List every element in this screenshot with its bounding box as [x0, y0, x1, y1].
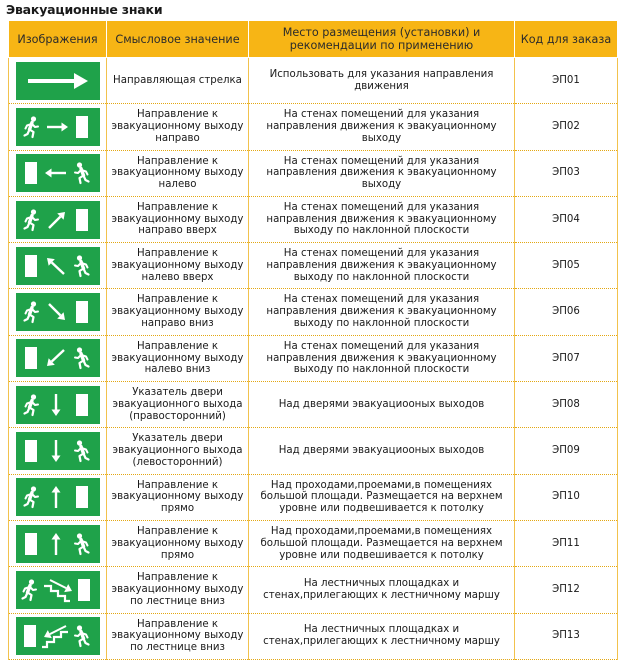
table-row [9, 289, 618, 335]
table-row [9, 104, 618, 150]
order-code-cell: ЭП08 [515, 382, 618, 428]
table-row [9, 335, 618, 381]
table-row [9, 474, 618, 520]
sign-image-cell [9, 243, 107, 289]
stairs-down-left-icon [16, 617, 100, 655]
sign-placement-cell: Над проходами,проемами,в помещениях большой площади. Размещается на верхнем уровне или подвешивается к потолку [249, 474, 515, 520]
order-code-cell: ЭП09 [515, 428, 618, 474]
column-header-placement: Место размещения (установки) и рекомендации по применению [249, 20, 515, 58]
sign-placement-cell: На стенах помещений для указания направления движения к эвакуационному выходу по наклонной плоскости [249, 243, 515, 289]
sign-image-cell [9, 196, 107, 242]
order-code-cell: ЭП13 [515, 613, 618, 659]
sign-placement-cell: На лестничных площадках и стенах,прилегающих к лестничному маршу [249, 567, 515, 613]
exit-straight-right-icon [16, 478, 100, 516]
table-row [9, 520, 618, 566]
exit-right-icon [16, 108, 100, 146]
column-header-code: Код для заказа [515, 20, 618, 58]
sign-image-cell [9, 382, 107, 428]
table-row [9, 58, 618, 104]
table-row [9, 428, 618, 474]
sign-image-cell [9, 104, 107, 150]
sign-meaning-cell: Направление к эвакуационному выходу направо вниз [107, 289, 249, 335]
exit-right-up-icon [16, 201, 100, 239]
column-header-meaning: Смысловое значение [107, 20, 249, 58]
sign-image-cell [9, 428, 107, 474]
sign-meaning-cell: Направление к эвакуационному выходу направо вверх [107, 196, 249, 242]
column-header-images: Изображения [9, 20, 107, 58]
table-row [9, 150, 618, 196]
sign-placement-cell: Использовать для указания направления движения [249, 58, 515, 104]
sign-meaning-cell: Указатель двери эвакуационного выхода (левосторонний) [107, 428, 249, 474]
stairs-down-right-icon [16, 571, 100, 609]
sign-placement-cell: На стенах помещений для указания направления движения к эвакуационному выходу по наклонной плоскости [249, 335, 515, 381]
sign-meaning-cell: Указатель двери эвакуационного выхода (правосторонний) [107, 382, 249, 428]
table-row [9, 567, 618, 613]
sign-meaning-cell: Направление к эвакуационному выходу налево вниз [107, 335, 249, 381]
exit-door-right-icon [16, 386, 100, 424]
exit-left-icon [16, 154, 100, 192]
sign-meaning-cell: Направление к эвакуационному выходу прямо [107, 474, 249, 520]
order-code-cell: ЭП12 [515, 567, 618, 613]
sign-placement-cell: Над проходами,проемами,в помещениях большой площади. Размещается на верхнем уровне или подвешивается к потолку [249, 520, 515, 566]
sign-meaning-cell: Направление к эвакуационному выходу по лестнице вниз [107, 567, 249, 613]
exit-door-left-icon [16, 432, 100, 470]
table-row [9, 613, 618, 659]
order-code-cell: ЭП07 [515, 335, 618, 381]
evacuation-signs-table [8, 19, 618, 660]
sign-meaning-cell: Направление к эвакуационному выходу налево [107, 150, 249, 196]
order-code-cell: ЭП11 [515, 520, 618, 566]
sign-image-cell [9, 150, 107, 196]
sign-placement-cell: На стенах помещений для указания направления движения к эвакуационному выходу [249, 104, 515, 150]
order-code-cell: ЭП03 [515, 150, 618, 196]
sign-meaning-cell: Направление к эвакуационному выходу налево вверх [107, 243, 249, 289]
table-row [9, 196, 618, 242]
sign-image-cell [9, 289, 107, 335]
sign-image-cell [9, 520, 107, 566]
sign-meaning-cell: Направление к эвакуационному выходу направо [107, 104, 249, 150]
sign-meaning-cell: Направление к эвакуационному выходу по лестнице вниз [107, 613, 249, 659]
sign-meaning-cell: Направление к эвакуационному выходу прямо [107, 520, 249, 566]
order-code-cell: ЭП06 [515, 289, 618, 335]
arrow-right-icon [16, 62, 100, 100]
exit-straight-left-icon [16, 525, 100, 563]
exit-right-down-icon [16, 293, 100, 331]
sign-image-cell [9, 567, 107, 613]
order-code-cell: ЭП04 [515, 196, 618, 242]
sign-image-cell [9, 58, 107, 104]
sign-placement-cell: На стенах помещений для указания направления движения к эвакуационному выходу по наклонной плоскости [249, 289, 515, 335]
sign-placement-cell: Над дверями эвакуациооных выходов [249, 382, 515, 428]
sign-placement-cell: Над дверями эвакуациооных выходов [249, 428, 515, 474]
exit-left-down-icon [16, 339, 100, 377]
exit-left-up-icon [16, 247, 100, 285]
order-code-cell: ЭП10 [515, 474, 618, 520]
order-code-cell: ЭП01 [515, 58, 618, 104]
sign-meaning-cell: Направляющая стрелка [107, 58, 249, 104]
order-code-cell: ЭП05 [515, 243, 618, 289]
sign-placement-cell: На стенах помещений для указания направления движения к эвакуационному выходу по наклонной плоскости [249, 196, 515, 242]
sign-placement-cell: На стенах помещений для указания направления движения к эвакуационному выходу [249, 150, 515, 196]
order-code-cell: ЭП02 [515, 104, 618, 150]
sign-image-cell [9, 474, 107, 520]
table-row [9, 382, 618, 428]
table-body [9, 58, 618, 660]
sign-image-cell [9, 335, 107, 381]
table-header [9, 20, 618, 58]
page-title: Эвакуационные знаки [6, 2, 163, 17]
sign-image-cell [9, 613, 107, 659]
table-row [9, 243, 618, 289]
sign-placement-cell: На лестничных площадках и стенах,прилегающих к лестничному маршу [249, 613, 515, 659]
